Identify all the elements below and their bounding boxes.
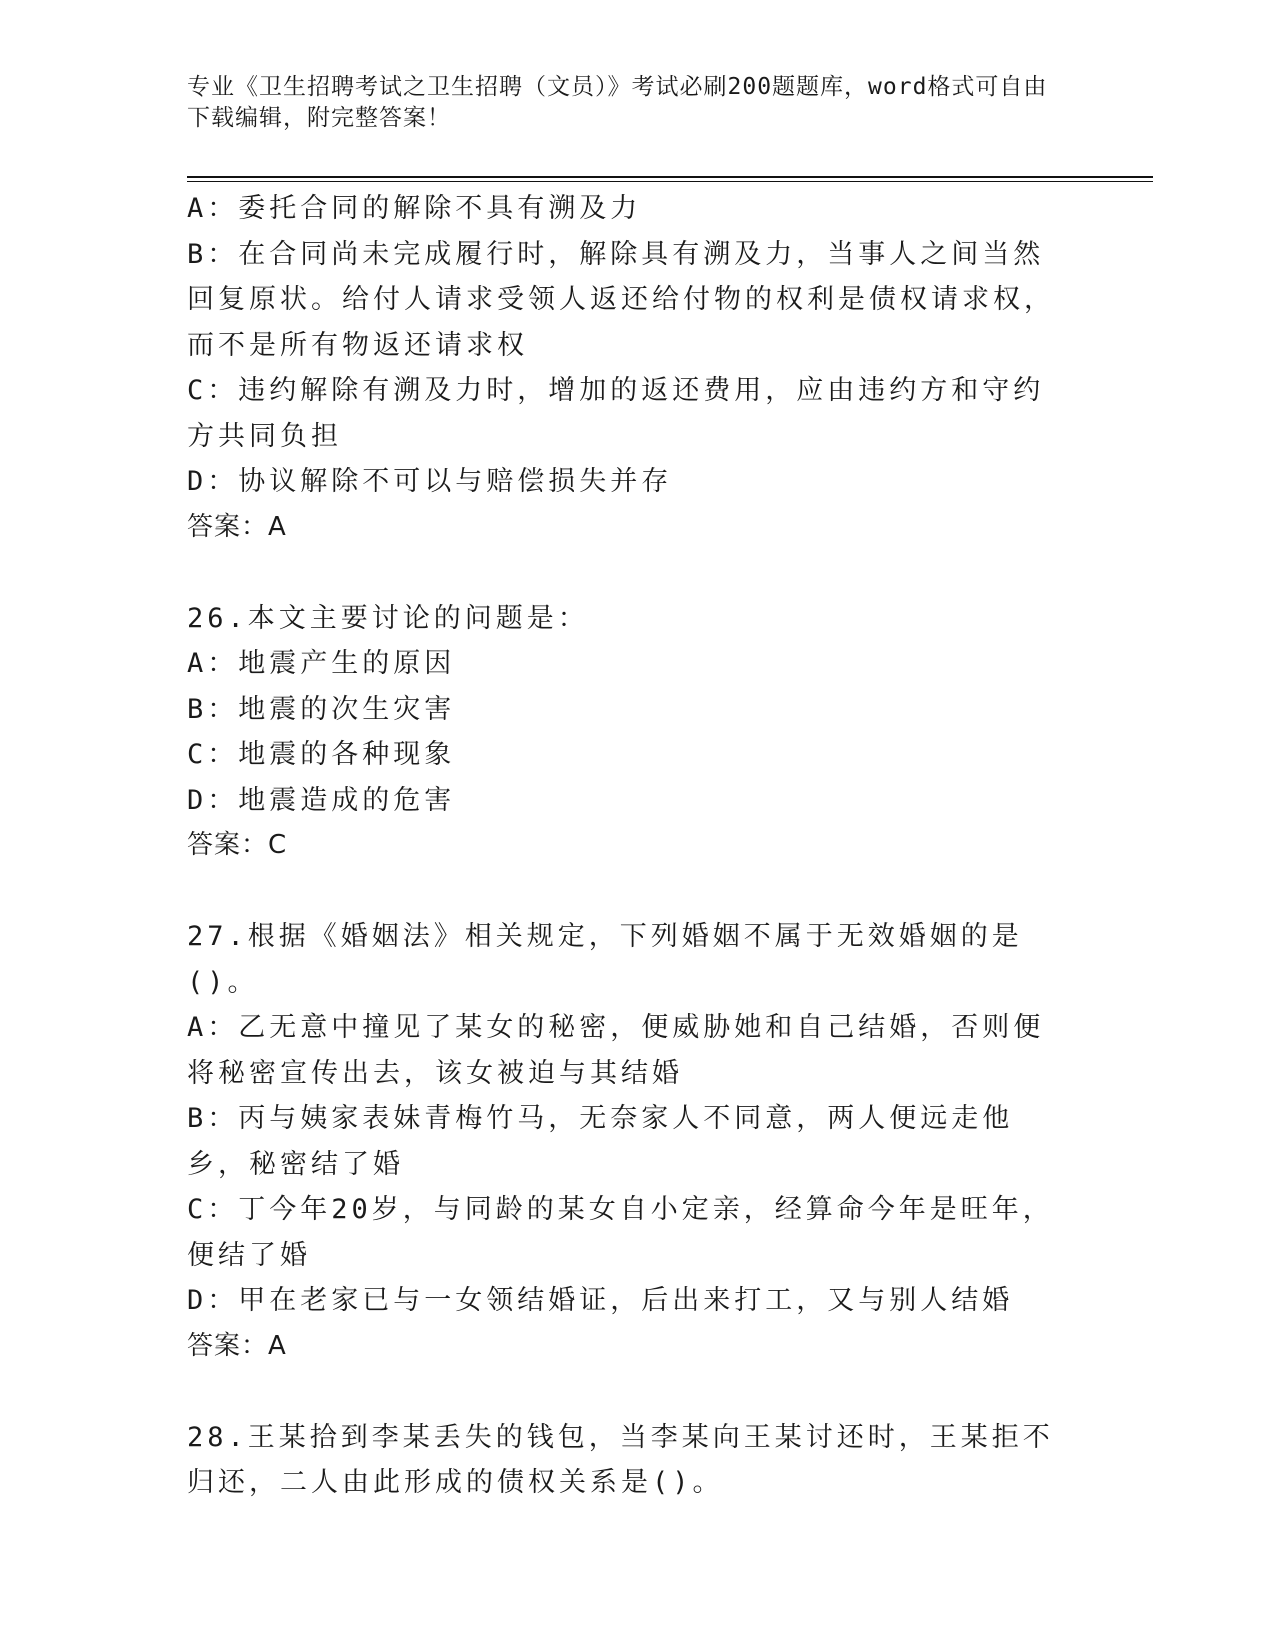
option-b: B：在合同尚未完成履行时，解除具有溯及力，当事人之间当然回复原状。给付人请求受领人返还给付物的权利是债权请求权，而不是所有物返还请求权	[187, 238, 1055, 361]
answer-line: 答案：C	[187, 830, 288, 860]
option-b: B：地震的次生灾害	[187, 693, 456, 725]
block-gap	[187, 869, 1067, 915]
option-c: C：违约解除有溯及力时，增加的返还费用，应由违约方和守约方共同负担	[187, 375, 1045, 452]
block-gap	[187, 1369, 1067, 1415]
header-rule-thick	[187, 176, 1153, 178]
block-gap	[187, 550, 1067, 596]
option-d: D：地震造成的危害	[187, 784, 456, 816]
question-stem: 26.本文主要讨论的问题是：	[187, 602, 589, 634]
option-c: C：丁今年20岁，与同龄的某女自小定亲，经算命今年是旺年，便结了婚	[187, 1194, 1054, 1271]
option-a: A：乙无意中撞见了某女的秘密，便威胁她和自己结婚，否则便将秘密宣传出去，该女被迫与其结婚	[187, 1012, 1045, 1089]
question-block	[187, 596, 1067, 869]
answer-line: 答案：A	[187, 1330, 287, 1361]
question-content	[187, 186, 1067, 1506]
question-block	[187, 914, 1067, 1369]
option-d: D：甲在老家已与一女领结婚证，后出来打工，又与别人结婚	[187, 1285, 1014, 1316]
question-stem: 27.根据《婚姻法》相关规定，下列婚姻不属于无效婚姻的是()。	[187, 921, 1023, 998]
answer-line: 答案：A	[187, 511, 287, 542]
option-d: D：协议解除不可以与赔偿损失并存	[187, 466, 673, 497]
page-header: 专业《卫生招聘考试之卫生招聘（文员）》考试必刷200题题库，word格式可自由下载编辑，附完整答案！	[187, 74, 1048, 131]
option-a: A：地震产生的原因	[187, 648, 456, 679]
question-block	[187, 186, 1067, 550]
question-block	[187, 1415, 1067, 1506]
option-b: B：丙与姨家表妹青梅竹马，无奈家人不同意，两人便远走他乡，秘密结了婚	[187, 1103, 1014, 1180]
option-a: A：委托合同的解除不具有溯及力	[187, 193, 642, 224]
question-stem: 28.王某拾到李某丢失的钱包，当李某向王某讨还时，王某拒不归还，二人由此形成的债权关系是()。	[187, 1421, 1054, 1498]
option-c: C：地震的各种现象	[187, 739, 456, 770]
header-rule-thin	[187, 181, 1153, 182]
